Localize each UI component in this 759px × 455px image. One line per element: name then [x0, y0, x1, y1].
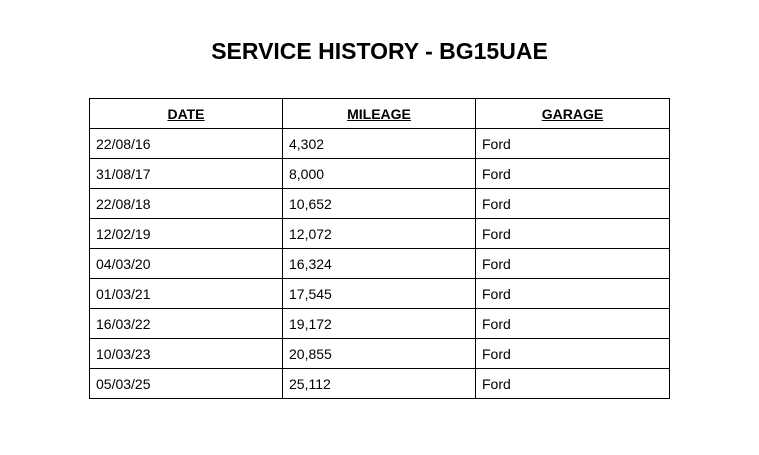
table-row — [90, 249, 670, 279]
table-row — [90, 369, 670, 399]
column-header-mileage: MILEAGE — [283, 99, 476, 129]
mileage-cell: 10,652 — [283, 189, 476, 219]
garage-cell: Ford — [476, 279, 670, 309]
column-header-date: DATE — [90, 99, 283, 129]
mileage-cell: 20,855 — [283, 339, 476, 369]
table-header-row — [90, 99, 670, 129]
page-title: SERVICE HISTORY - BG15UAE — [211, 38, 548, 64]
table-row — [90, 129, 670, 159]
date-cell: 22/08/16 — [90, 129, 283, 159]
garage-cell: Ford — [476, 309, 670, 339]
mileage-cell: 4,302 — [283, 129, 476, 159]
garage-cell: Ford — [476, 219, 670, 249]
table-row — [90, 339, 670, 369]
table-row — [90, 279, 670, 309]
mileage-cell: 12,072 — [283, 219, 476, 249]
date-cell: 05/03/25 — [90, 369, 283, 399]
column-header-garage: GARAGE — [476, 99, 670, 129]
date-cell: 04/03/20 — [90, 249, 283, 279]
date-cell: 16/03/22 — [90, 309, 283, 339]
garage-cell: Ford — [476, 339, 670, 369]
table-row — [90, 309, 670, 339]
garage-cell: Ford — [476, 129, 670, 159]
garage-cell: Ford — [476, 249, 670, 279]
date-cell: 31/08/17 — [90, 159, 283, 189]
garage-cell: Ford — [476, 369, 670, 399]
date-cell: 22/08/18 — [90, 189, 283, 219]
mileage-cell: 17,545 — [283, 279, 476, 309]
mileage-cell: 25,112 — [283, 369, 476, 399]
mileage-cell: 16,324 — [283, 249, 476, 279]
date-cell: 10/03/23 — [90, 339, 283, 369]
garage-cell: Ford — [476, 189, 670, 219]
mileage-cell: 19,172 — [283, 309, 476, 339]
garage-cell: Ford — [476, 159, 670, 189]
mileage-cell: 8,000 — [283, 159, 476, 189]
table-row — [90, 219, 670, 249]
table-row — [90, 159, 670, 189]
table-row — [90, 189, 670, 219]
date-cell: 12/02/19 — [90, 219, 283, 249]
service-history-table — [89, 98, 670, 399]
date-cell: 01/03/21 — [90, 279, 283, 309]
